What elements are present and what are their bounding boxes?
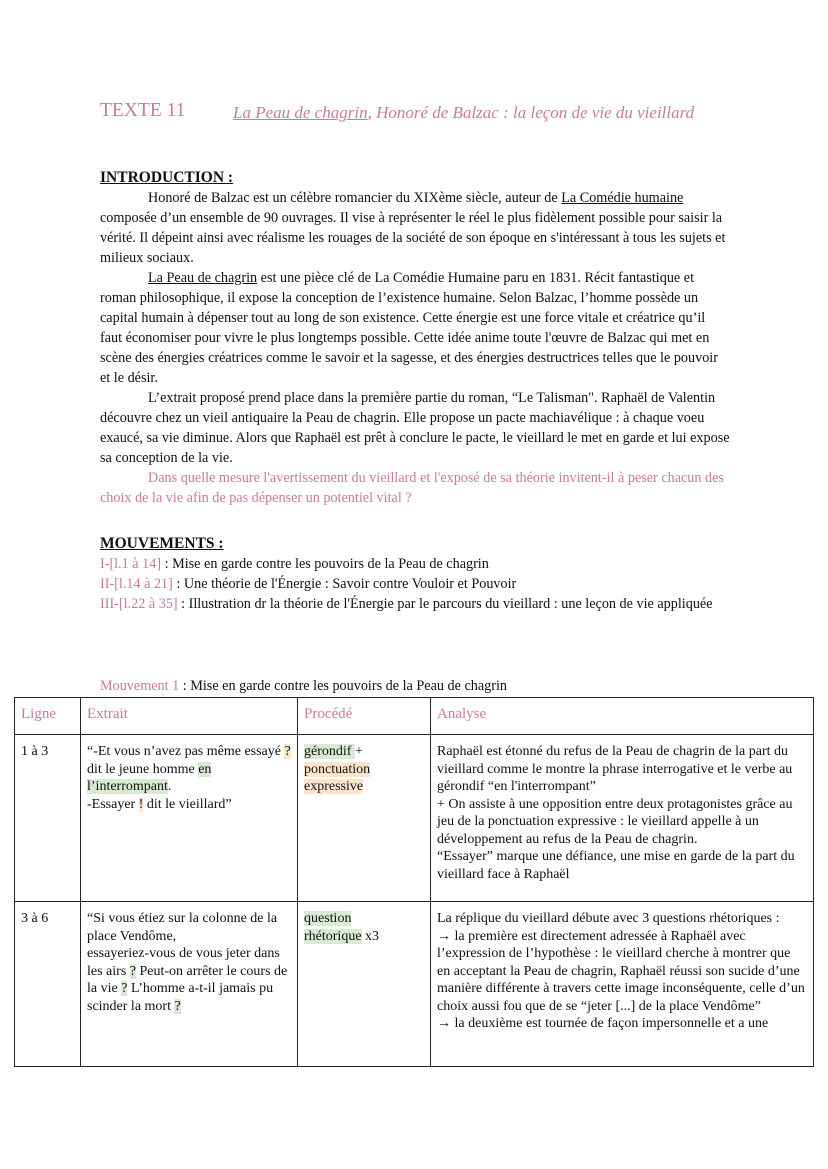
table-header-row <box>15 698 814 735</box>
table-row <box>15 735 814 902</box>
cell-procede <box>298 735 431 902</box>
text-segment: ? <box>121 981 128 996</box>
text-segment: Dans quelle mesure l'avertissement du vieillard et l'exposé de sa théorie invitent-il à peser chacun des choix de la vie afin de pas dépenser un potentiel vital ? <box>100 470 724 506</box>
text-segment: composée d’un ensemble de 90 ouvrages. Il vise à représenter le réel le plus fidèlement possible pour saisir la vérité. Il dépeint ainsi avec réalisme les rouages de la société de son époque en s'intéressant à tous les sujets et milieux sociaux. <box>100 210 726 266</box>
cell-procede <box>298 902 431 1067</box>
movement-item <box>100 574 730 594</box>
text-segment: en l’interrompant <box>87 761 212 794</box>
text-segment: “-Et vous n’avez pas même essayé <box>87 744 285 759</box>
text-segment: “Si vous étiez sur la colonne de la place Vendôme, essayeriez-vous de vous jeter dans les airs <box>87 911 280 979</box>
text-segment: La Comédie humaine <box>561 190 684 206</box>
intro-paragraph <box>100 268 730 388</box>
caption-text: : Mise en garde contre les pouvoirs de la Peau de chagrin <box>179 678 507 694</box>
text-segment: Raphaël est étonné du refus de la Peau de chagrin de la part du vieillard comme le montre la phrase interrogative et le verbe au gérondif “en l'interrompant” + On assiste à une opposition entre deux protagonistes grâce au jeu de la ponctuation expressive : le vieillard appelle à un développement au refus de la Peau de chagrin. “Essayer” marque une défiance, une mise en garde de la part du vieillard face à Raphaël <box>437 744 795 882</box>
cell-extrait <box>81 735 298 902</box>
text-segment: Peut-on arrêter le cours de la vie <box>87 963 288 996</box>
text-segment: dit le vieillard” <box>143 796 232 812</box>
title-rest: , Honoré de Balzac : la leçon de vie du vieillard <box>367 103 695 122</box>
movement-ref: III-[l.22 à 35] <box>100 596 178 612</box>
movement-text: : Mise en garde contre les pouvoirs de la Peau de chagrin <box>161 556 489 572</box>
text-segment: L’homme a-t-il jamais pu scinder la mort <box>87 981 274 1014</box>
text-segment: gérondif <box>304 744 355 759</box>
table-row <box>15 902 814 1067</box>
cell-ligne: 3 à 6 <box>15 902 81 1067</box>
text-segment: Honoré de Balzac est un célèbre romancier du XIXème siècle, auteur de <box>148 190 562 206</box>
text-segment: L’extrait proposé prend place dans la première partie du roman, “Le Talisman". Raphaël de Valentin découvre chez un vieil antiquaire la Peau de chagrin. Elle propose un pacte machiavélique : à chaque voeu exaucé, sa vie diminue. Alors que Raphaël est prêt à conclure le pacte, le vieillard le met en garde et lui expose sa conception de la vie. <box>100 390 730 466</box>
intro-paragraph <box>100 188 730 268</box>
text-segment: x3 <box>361 928 380 944</box>
header-procede: Procédé <box>298 698 431 735</box>
text-segment: ? <box>129 963 136 979</box>
cell-analyse <box>431 735 814 902</box>
text-segment: ? <box>284 744 291 759</box>
table-caption <box>100 676 730 696</box>
cell-ligne: 1 à 3 <box>15 735 81 902</box>
text-segment: ? <box>174 998 181 1014</box>
movements-section <box>100 534 730 614</box>
text-segment: question rhétorique <box>304 911 362 944</box>
cell-analyse <box>431 902 814 1067</box>
movement-item <box>100 554 730 574</box>
text-segment: . -Essayer <box>87 779 172 812</box>
problematique <box>100 468 730 508</box>
work-title <box>233 103 694 123</box>
text-segment: + <box>354 744 363 759</box>
movement-ref: II-[l.14 à 21] <box>100 576 173 592</box>
text-segment: ! <box>138 796 144 812</box>
text-segment: La réplique du vieillard débute avec 3 questions rhétoriques : → la première est directement adressée à Raphaël avec l’expression de l’hypothèse : le vieillard cherche à montrer que en acceptant la Peau de chagrin, Raphaël réussi son sucide d’une manière différente à travers cette image inconséquente, celle d’un choix aussi fou que de se “jeter [...] de la place Vendôme” → la deuxième est tournée de façon impersonnelle et a une <box>437 911 805 1031</box>
header-analyse: Analyse <box>431 698 814 735</box>
movement-item <box>100 594 730 614</box>
intro-paragraph <box>100 388 730 468</box>
introduction-heading: INTRODUCTION : <box>100 169 234 186</box>
movements-heading: MOUVEMENTS : <box>100 535 224 552</box>
text-number: TEXTE 11 <box>100 100 186 121</box>
movement-text: : Une théorie de l'Énergie : Savoir contre Vouloir et Pouvoir <box>172 576 517 592</box>
analysis-table <box>14 697 814 1067</box>
text-segment: est une pièce clé de La Comédie Humaine paru en 1831. Récit fantastique et roman philosophique, il expose la conception de l’existence humaine. Selon Balzac, l’homme possède un capital humain à dépenser tout au long de son existence. Cette énergie est une force vitale et créatrice qu’il faut économiser pour vivre le plus longtemps possible. Cette idée anime toute l'œuvre de Balzac qui met en scène des énergies créatrices comme le savoir et la sagesse, et des énergies destructrices telles que le pouvoir et le désir. <box>100 270 718 386</box>
caption-ref: Mouvement 1 <box>100 678 180 694</box>
introduction-section <box>100 168 730 508</box>
text-segment: La Peau de chagrin <box>148 270 258 286</box>
book-title: La Peau de chagrin <box>233 103 368 122</box>
text-segment: ponctuation expressive <box>304 761 371 794</box>
cell-extrait <box>81 902 298 1067</box>
header-ligne: Ligne <box>15 698 81 735</box>
header-extrait: Extrait <box>81 698 298 735</box>
movement-text: : Illustration dr la théorie de l'Énergie par le parcours du vieillard : une leçon de vie appliquée <box>177 596 713 612</box>
document-title <box>100 100 695 122</box>
movement-ref: I-[l.1 à 14] <box>100 556 162 572</box>
text-segment: dit le jeune homme <box>87 761 199 777</box>
